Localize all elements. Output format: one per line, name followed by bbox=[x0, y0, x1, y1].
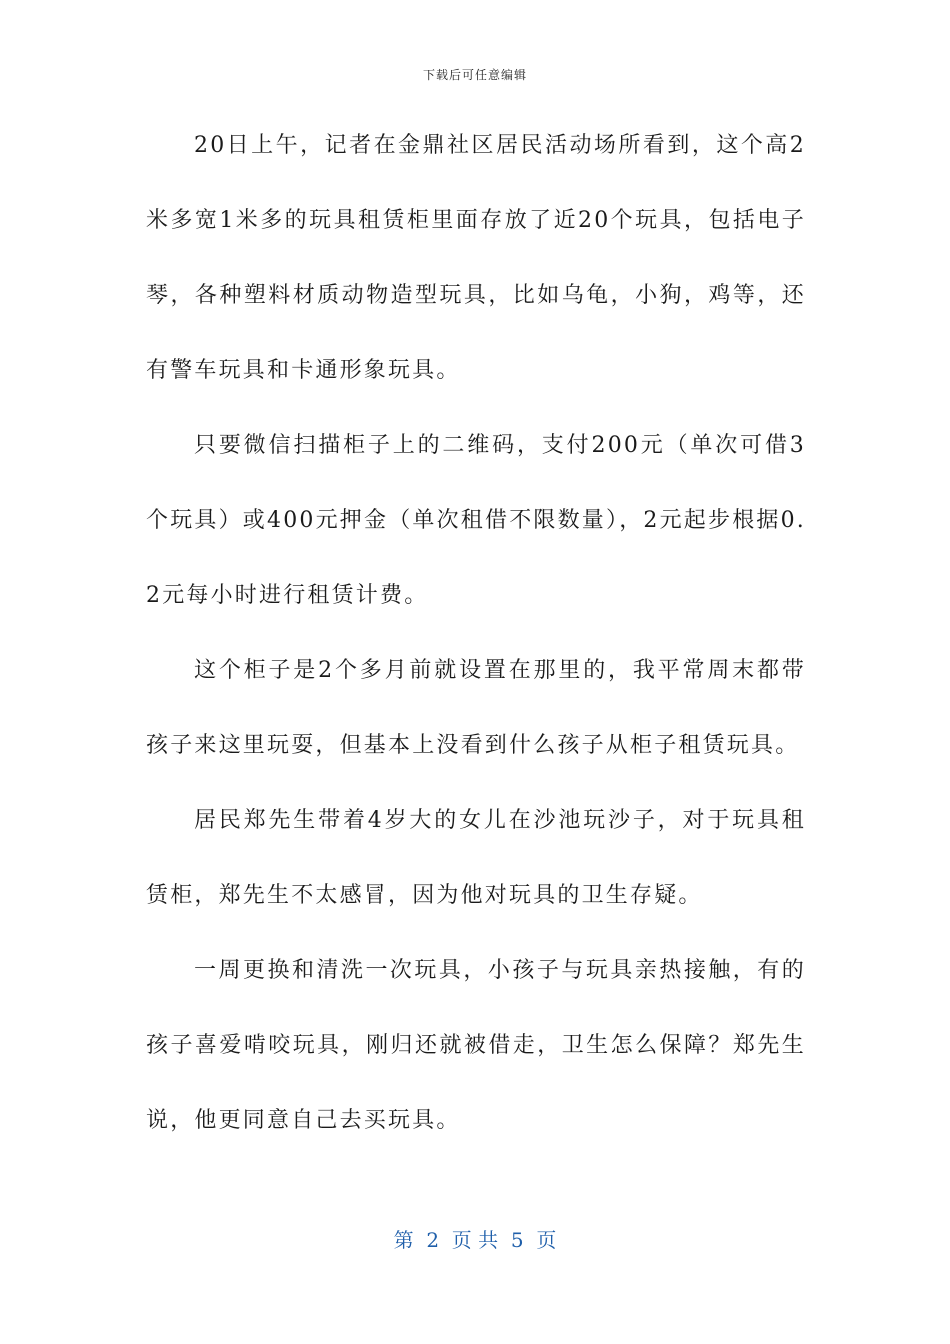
paragraph-3: 这个柜子是2个多月前就设置在那里的，我平常周末都带孩子来这里玩耍，但基本上没看到什么孩子从柜子租赁玩具。 bbox=[146, 658, 806, 758]
document-body bbox=[146, 108, 806, 1158]
paragraph-2: 只要微信扫描柜子上的二维码，支付200元（单次可借3个玩具）或400元押金（单次租借不限数量），2元起步根据0.2元每小时进行租赁计费。 bbox=[146, 433, 806, 608]
page-number-footer: 第 2 页 共 5 页 bbox=[393, 1228, 557, 1252]
header-note: 下载后可任意编辑 bbox=[422, 68, 527, 82]
paragraph-4: 居民郑先生带着4岁大的女儿在沙池玩沙子，对于玩具租赁柜，郑先生不太感冒，因为他对玩具的卫生存疑。 bbox=[146, 808, 806, 908]
paragraph-1: 20日上午，记者在金鼎社区居民活动场所看到，这个高2米多宽1米多的玩具租赁柜里面存放了近20个玩具，包括电子琴，各种塑料材质动物造型玩具，比如乌龟，小狗，鸡等，还有警车玩具和卡通形象玩具。 bbox=[146, 133, 806, 383]
paragraph-5: 一周更换和清洗一次玩具，小孩子与玩具亲热接触，有的孩子喜爱啃咬玩具，刚归还就被借走，卫生怎么保障？郑先生说，他更同意自己去买玩具。 bbox=[146, 958, 806, 1133]
